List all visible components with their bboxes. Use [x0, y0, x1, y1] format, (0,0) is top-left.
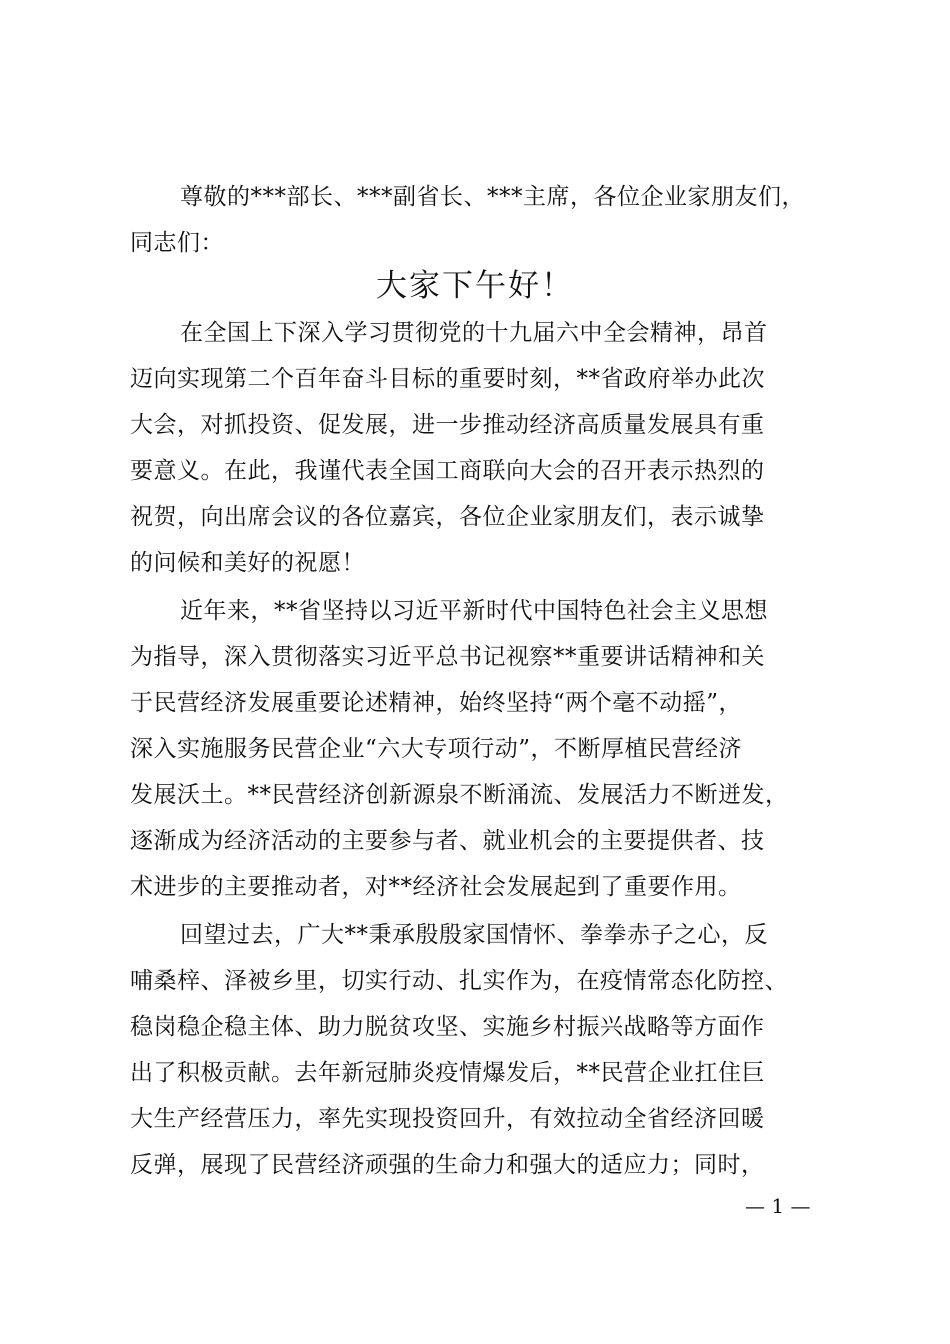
- page-number: — 1 —: [745, 1194, 811, 1218]
- paragraph-2-line-1: 近年来，**省坚持以习近平新时代中国特色社会主义思想: [180, 598, 768, 624]
- salutation-line-1: 尊敬的***部长、***副省长、***主席，各位企业家朋友们，: [180, 184, 805, 210]
- paragraph-3-line-3: 稳岗稳企稳主体、助力脱贫攻坚、实施乡村振兴战略等方面作: [130, 1014, 765, 1040]
- paragraph-3-line-2: 哺桑梓、泽被乡里，切实行动、扎实作为，在疫情常态化防控、: [130, 968, 788, 994]
- paragraph-2-line-4: 深入实施服务民营企业“六大专项行动”，不断厚植民营经济: [130, 736, 743, 762]
- paragraph-1-line-1: 在全国上下深入学习贯彻党的十九届六中全会精神，昂首: [180, 320, 768, 346]
- paragraph-1-line-4: 要意义。在此，我谨代表全国工商联向大会的召开表示热烈的: [130, 458, 765, 484]
- paragraph-2-line-3: 于民营经济发展重要论述精神，始终坚持“两个毫不动摇”，: [130, 690, 743, 716]
- paragraph-2-line-7: 术进步的主要推动者，对**经济社会发展起到了重要作用。: [130, 874, 742, 900]
- paragraph-1-line-6: 的问候和美好的祝愿！: [130, 550, 365, 576]
- paragraph-2-line-2: 为指导，深入贯彻落实习近平总书记视察**重要讲话精神和关: [130, 644, 765, 670]
- paragraph-3-line-1: 回望过去，广大**秉承殷殷家国情怀、拳拳赤子之心，反: [180, 922, 768, 948]
- greeting-heading: 大家下午好！: [376, 268, 574, 304]
- paragraph-2-line-5: 发展沃土。**民营经济创新源泉不断涌流、发展活力不断迸发，: [130, 782, 789, 808]
- paragraph-1-line-2: 迈向实现第二个百年奋斗目标的重要时刻，**省政府举办此次: [130, 366, 765, 392]
- paragraph-3-line-5: 大生产经营压力，率先实现投资回升，有效拉动全省经济回暖: [130, 1106, 765, 1132]
- paragraph-1-line-5: 祝贺，向出席会议的各位嘉宾，各位企业家朋友们，表示诚挚: [130, 504, 765, 530]
- paragraph-2-line-6: 逐渐成为经济活动的主要参与者、就业机会的主要提供者、技: [130, 828, 765, 854]
- salutation-line-2: 同志们：: [130, 230, 224, 256]
- paragraph-3-line-4: 出了积极贡献。去年新冠肺炎疫情爆发后，**民营企业扛住巨: [130, 1060, 765, 1086]
- paragraph-3-line-6: 反弹，展现了民营经济顽强的生命力和强大的适应力；同时，: [130, 1152, 765, 1178]
- paragraph-1-line-3: 大会，对抓投资、促发展，进一步推动经济高质量发展具有重: [130, 412, 765, 438]
